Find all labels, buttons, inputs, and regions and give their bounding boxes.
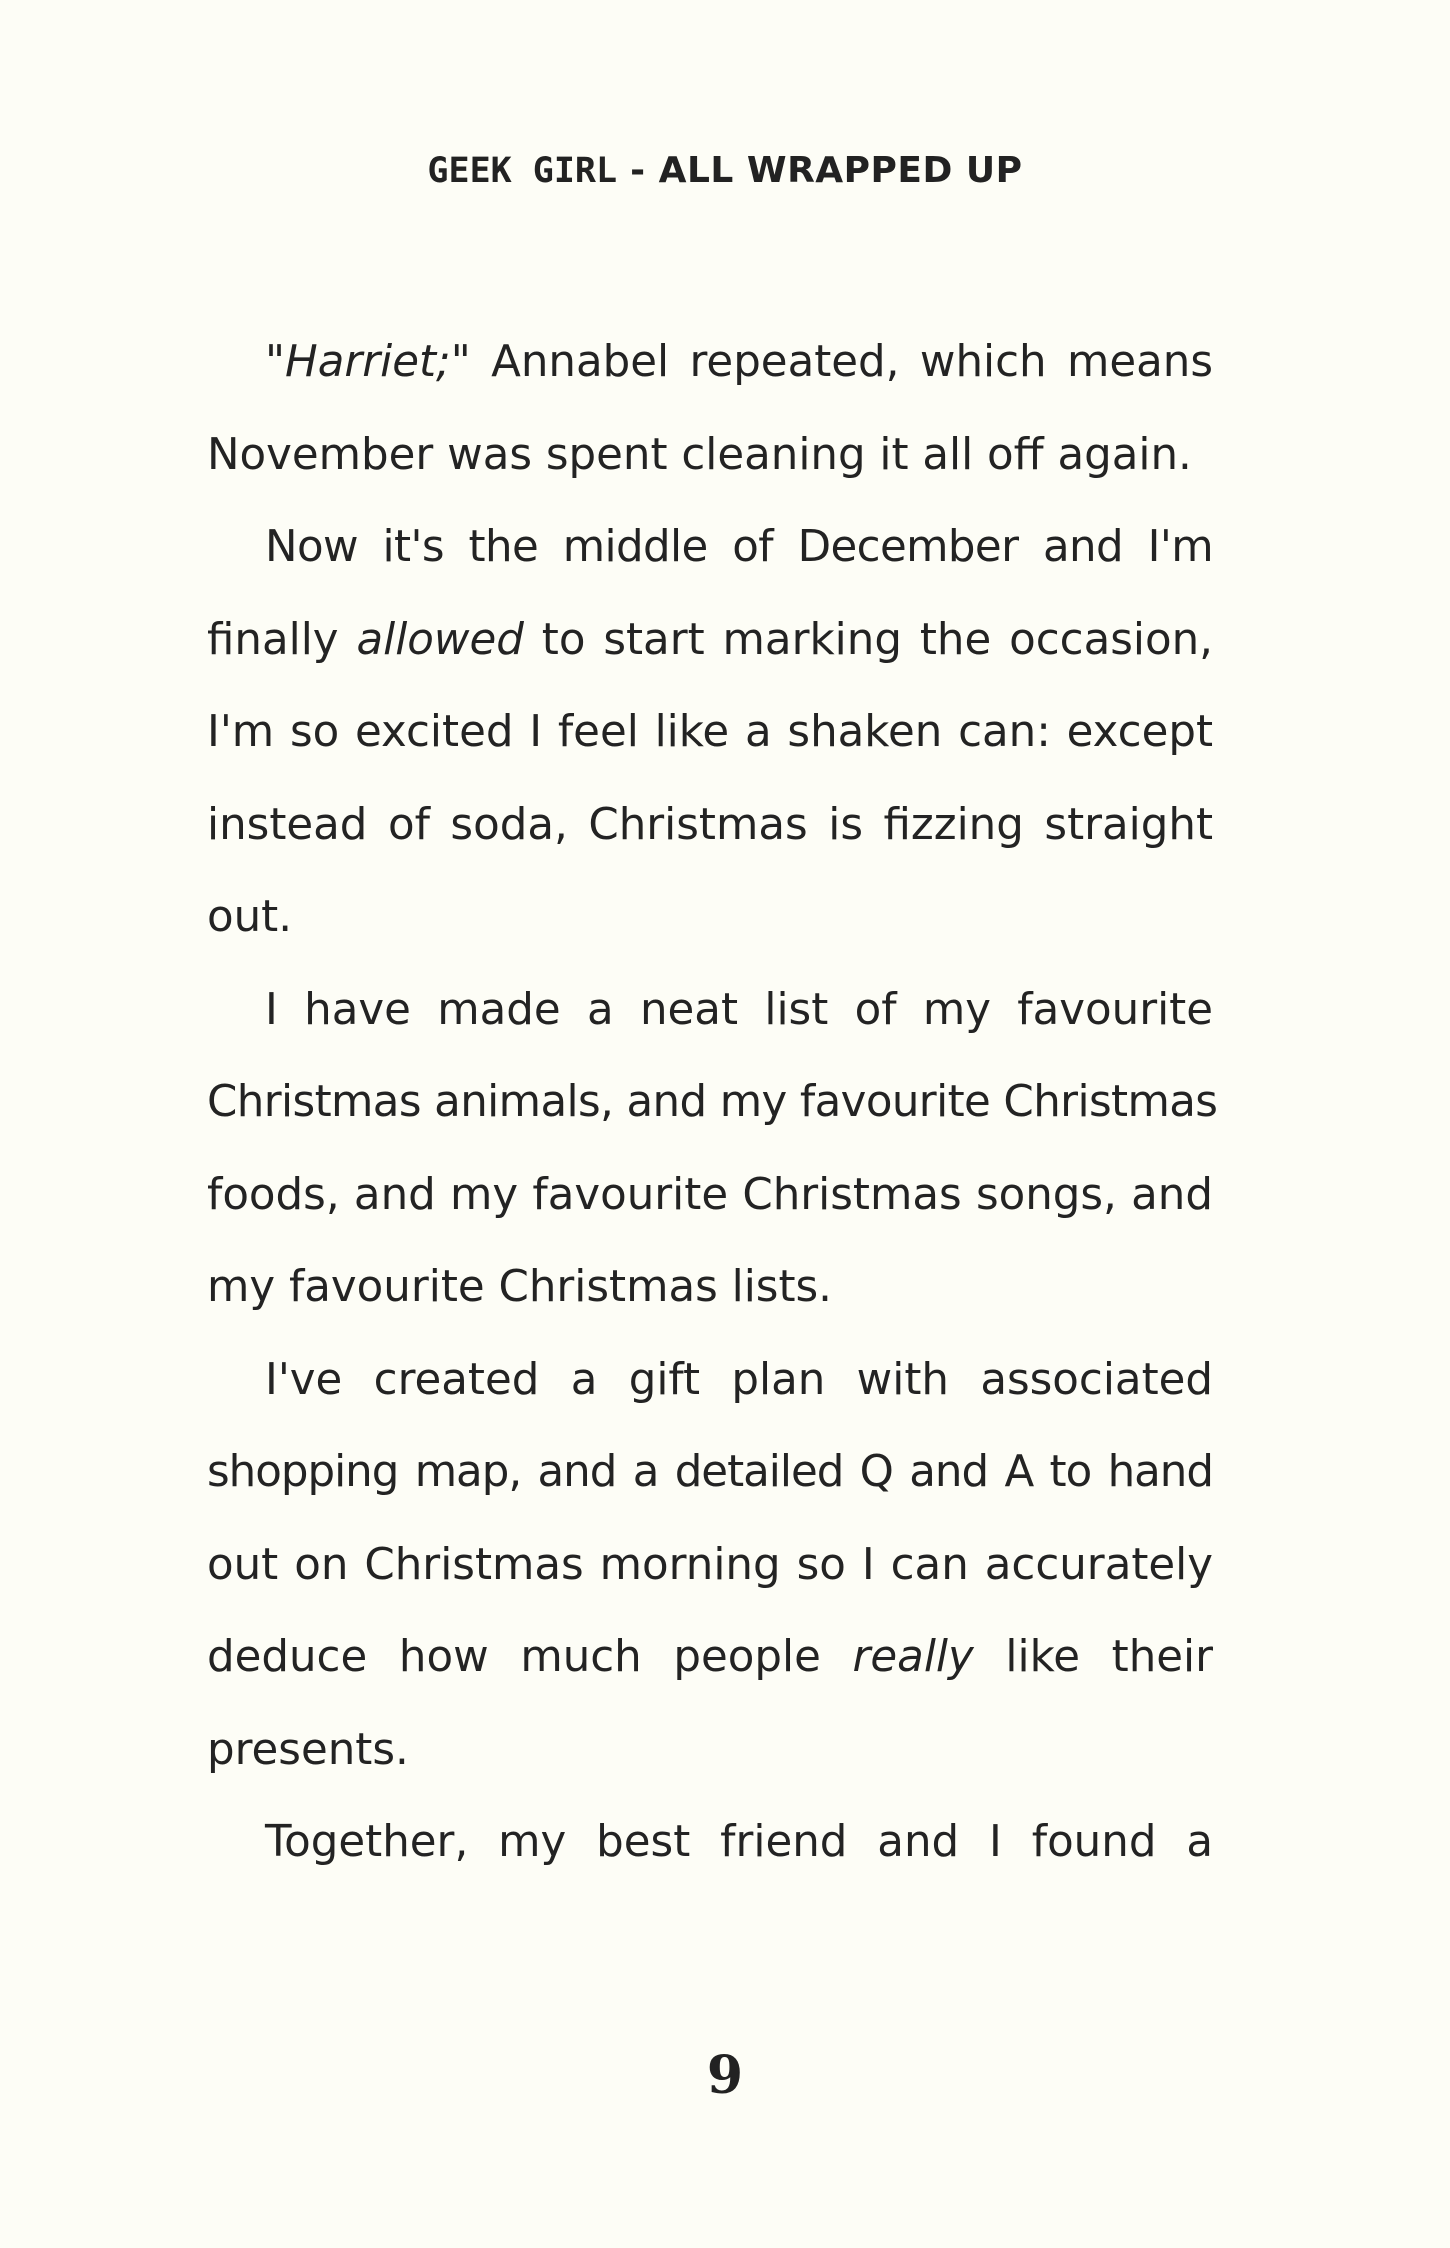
- text-run: Together, my best friend and I found a: [265, 1817, 1213, 1867]
- paragraph: [207, 316, 1213, 501]
- text-line: [207, 1056, 1218, 1149]
- text-run: foods, and my favourite Christmas songs, and: [207, 1169, 1213, 1220]
- text-line: [207, 1796, 1213, 1889]
- text-run: Annabel repeated, which means: [470, 337, 1213, 387]
- text-line: [207, 1149, 1213, 1242]
- text-line: [207, 1334, 1213, 1427]
- series-name: GEEK GIRL: [427, 151, 618, 191]
- text-run: I have made a neat list of my favourite: [265, 984, 1213, 1035]
- text-run: deduce how much people: [207, 1632, 853, 1682]
- text-line: [207, 686, 1213, 779]
- paragraph: [207, 501, 1213, 964]
- paragraph: [207, 1796, 1213, 1889]
- text-run: my favourite Christmas lists.: [207, 1262, 832, 1312]
- running-head: [0, 150, 1450, 191]
- text-run: I'm so excited I feel like a shaken can: except: [207, 707, 1213, 757]
- text-line: [207, 1241, 1213, 1334]
- text-line: [207, 1426, 1213, 1519]
- text-line: [207, 964, 1213, 1057]
- paragraph: [207, 964, 1218, 1334]
- text-line: [207, 594, 1213, 687]
- text-line: [207, 779, 1213, 872]
- text-run: Now it's the middle of December and I'm: [265, 522, 1213, 572]
- text-line: [207, 501, 1213, 594]
- italic-text: "Harriet;": [265, 337, 471, 387]
- text-line: [207, 1519, 1213, 1612]
- italic-text: really: [852, 1632, 974, 1682]
- text-run: finally: [207, 614, 357, 665]
- text-run: out on Christmas morning so I can accurately: [207, 1539, 1213, 1590]
- text-line: [207, 316, 1213, 409]
- body-text: [207, 316, 1218, 1889]
- text-run: Christmas animals, and my favourite Christmas: [207, 1077, 1218, 1127]
- text-line: [207, 409, 1213, 502]
- text-run: instead of soda, Christmas is fizzing straight: [207, 799, 1213, 850]
- text-run: November was spent cleaning it all off again.: [207, 429, 1192, 480]
- text-line: [207, 1704, 1213, 1797]
- text-run: like their: [973, 1632, 1214, 1682]
- page-number: 9: [706, 2045, 744, 2106]
- text-run: presents.: [207, 1724, 409, 1775]
- header-separator: -: [617, 150, 659, 191]
- text-run: I've created a gift plan with associated: [265, 1354, 1213, 1405]
- text-run: to start marking the occasion,: [523, 614, 1213, 665]
- book-title: ALL WRAPPED UP: [658, 150, 1023, 191]
- text-run: out.: [207, 892, 293, 942]
- text-line: [207, 871, 1213, 964]
- text-run: shopping map, and a detailed Q and A to hand: [207, 1447, 1213, 1497]
- text-line: [207, 1611, 1213, 1704]
- paragraph: [207, 1334, 1213, 1797]
- italic-text: allowed: [356, 614, 524, 665]
